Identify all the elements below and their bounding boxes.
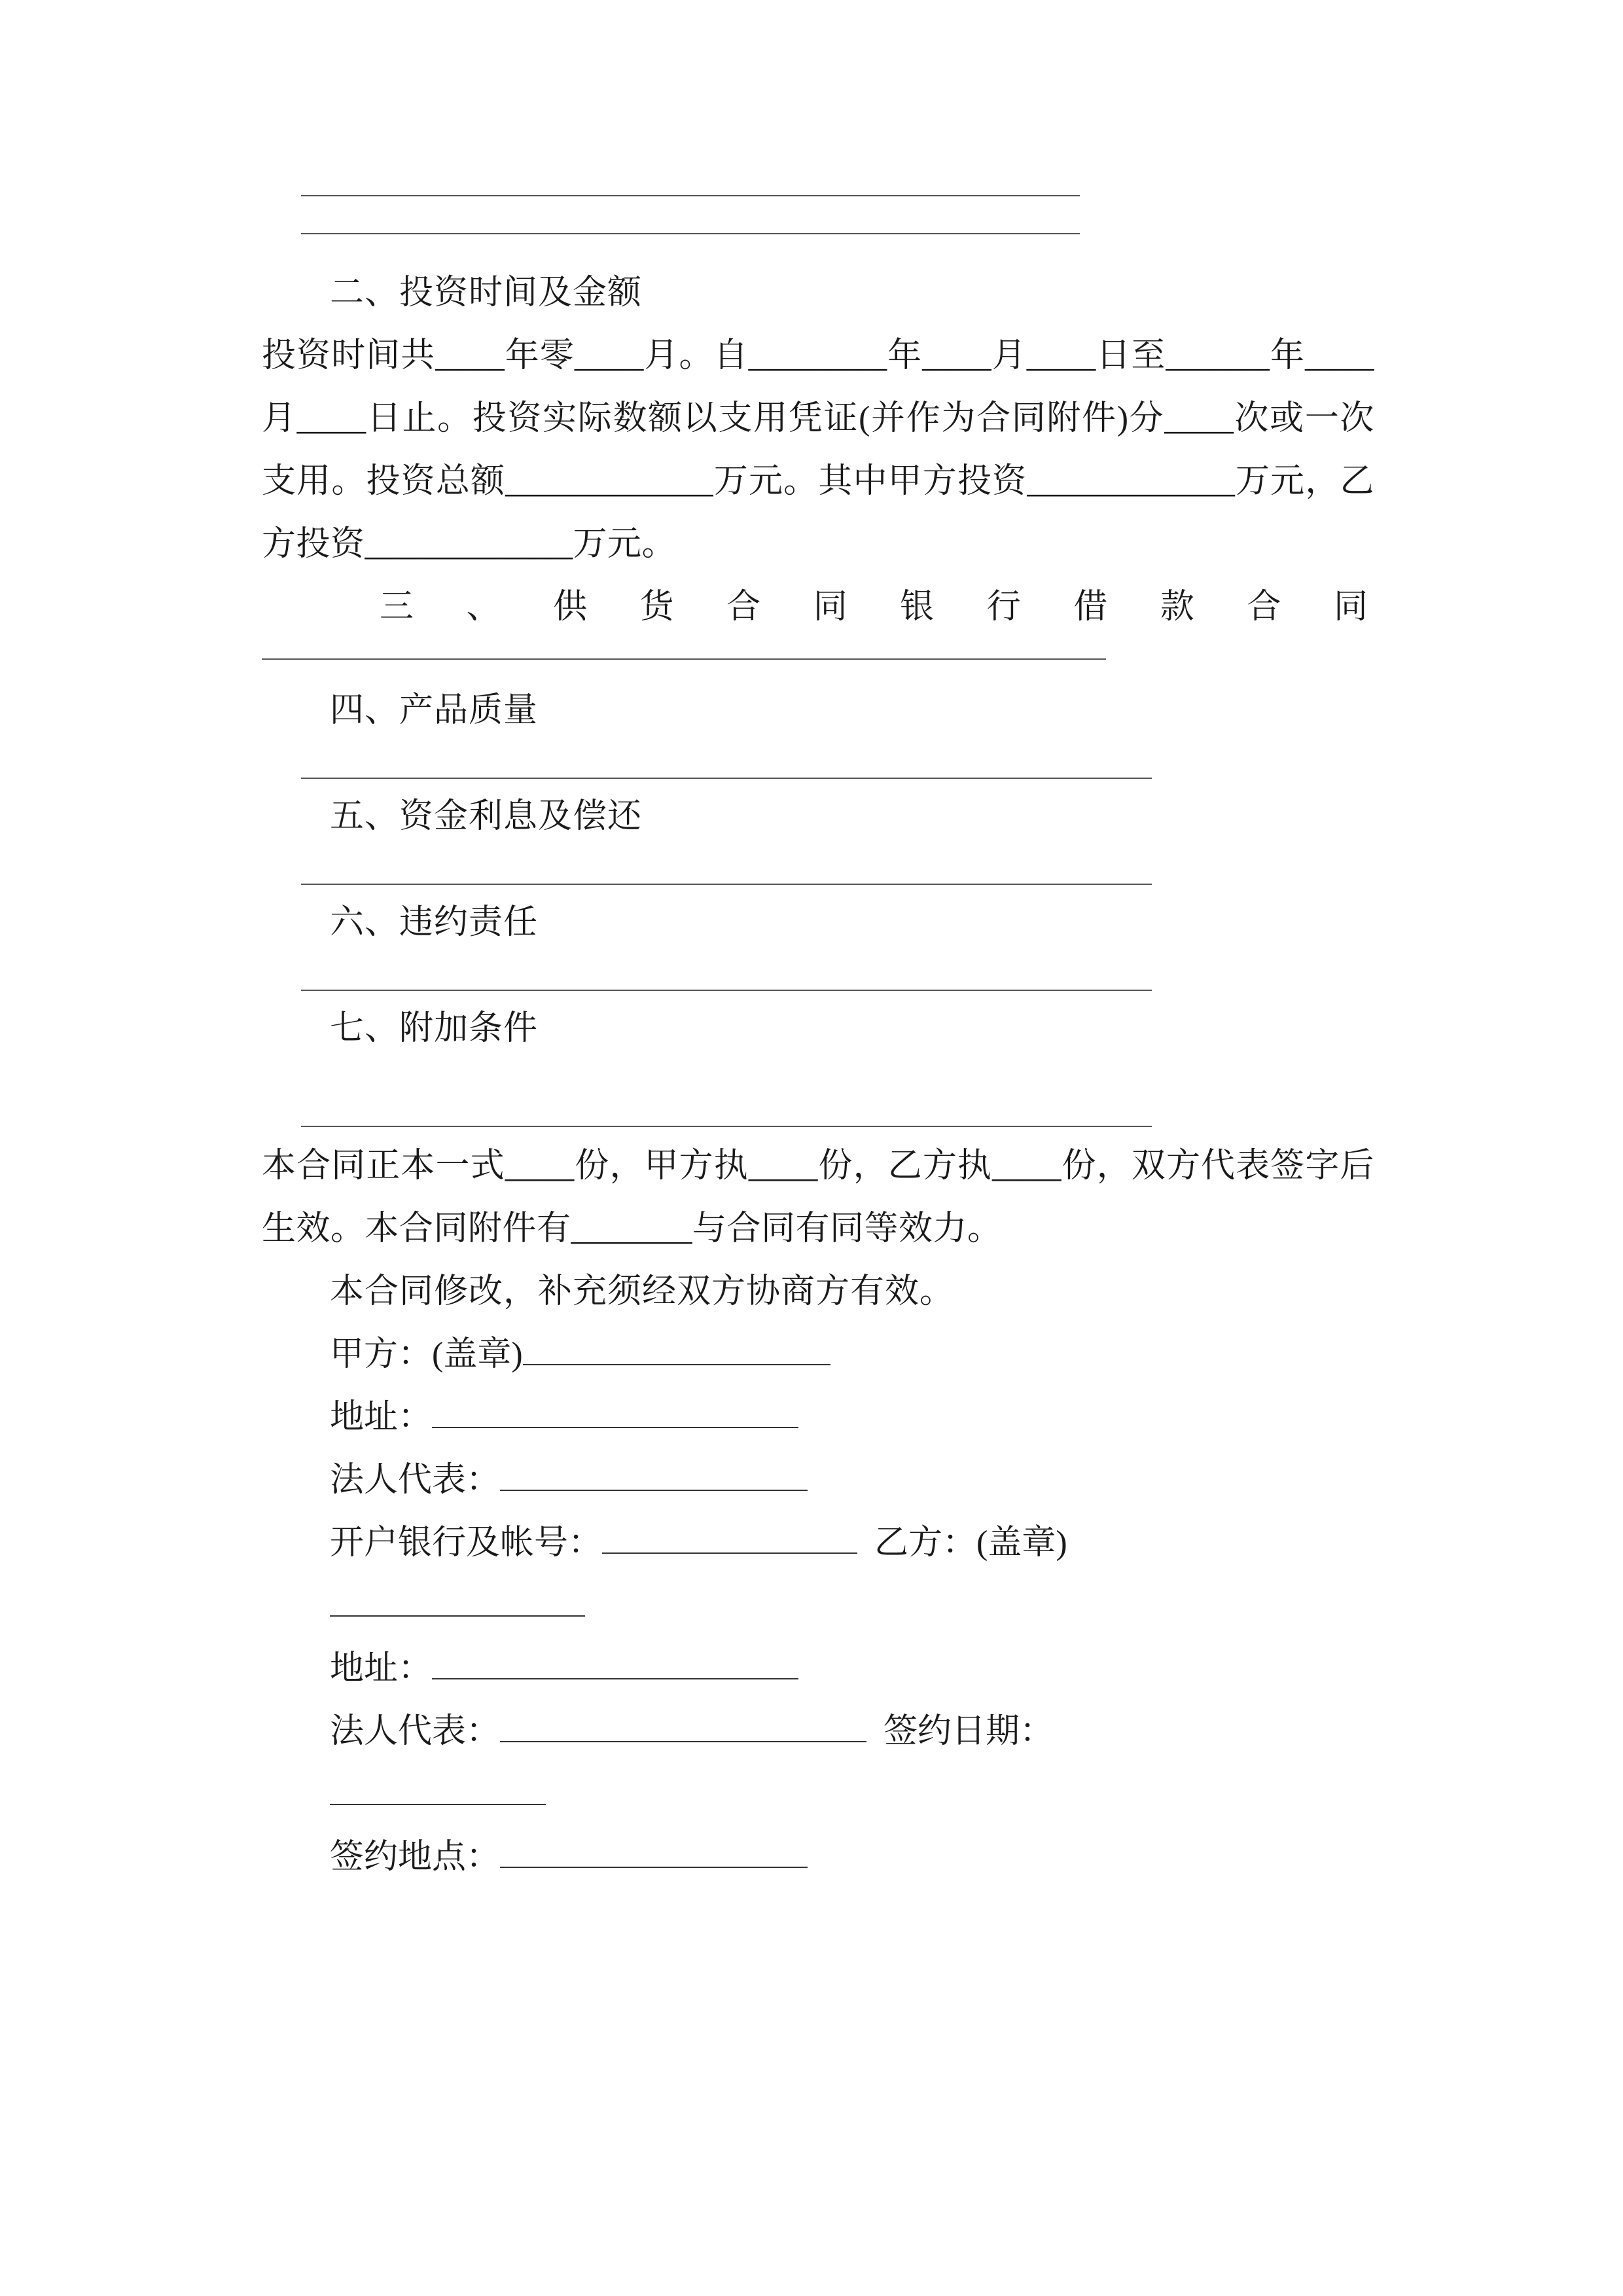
section-heading-seven: 七、附加条件 [330, 1010, 539, 1047]
section-five-blank-rule [301, 884, 1152, 885]
section-heading-two: 二、投资时间及金额 [330, 274, 643, 312]
party-b-address-label: 地址： [330, 1650, 433, 1687]
closing-amend-paragraph: 本合同修改，补充须经双方协商方有效。 [330, 1273, 955, 1310]
section-six-blank-rule [301, 990, 1152, 991]
sign-date-label: 签约日期： [883, 1713, 1054, 1750]
blank-rule-top-1 [301, 195, 1080, 196]
party-a-legal-rep-block [262, 1449, 1374, 1512]
blank-rule-top-2 [301, 233, 1080, 234]
closing-copies-paragraph: 本合同正本一式____份，甲方执____份，乙方执____份，双方代表签字后生效。本合同附件有_______与合同有同等效力。 [262, 1147, 1374, 1247]
party-a-address-label: 地址： [330, 1399, 433, 1436]
section-seven-blank-rule [301, 1126, 1152, 1127]
party-b-legal-rep-block [262, 1700, 1374, 1763]
document-body [262, 170, 1374, 1889]
sign-place-block [262, 1826, 1374, 1889]
section-four-blank-rule [301, 778, 1152, 779]
party-b-seal-rule-row [262, 1575, 1374, 1638]
section-three-blank-rule [262, 658, 1106, 660]
party-b-address-block [262, 1638, 1374, 1700]
spacer [262, 1060, 1374, 1084]
party-b-label: 乙方：(盖章) [874, 1524, 1067, 1562]
party-a-block [262, 1323, 1374, 1386]
party-a-label: 甲方：(盖章) [330, 1336, 523, 1373]
section-two-paragraph: 投资时间共____年零____月。自________年____月____日至______年____月____日止。投资实际数额以支用凭证(并作为合同附件)分____次或一次支用。投资总额____________万元。其中甲方投资____________万元，乙方投资____________万元。 [262, 337, 1374, 563]
sign-place-label: 签约地点： [330, 1839, 501, 1876]
party-a-bank-block [262, 1512, 1374, 1575]
party-b-legal-rep-label: 法人代表： [330, 1713, 501, 1750]
sign-date-rule-row [262, 1763, 1374, 1826]
section-heading-five: 五、资金利息及偿还 [330, 798, 643, 835]
party-a-bank-label: 开户银行及帐号： [330, 1524, 603, 1562]
section-heading-three: 三 、 供 货 合 同 银 行 借 款 合 同 [380, 588, 1368, 626]
section-heading-six: 六、违约责任 [330, 904, 539, 941]
party-a-address-block [262, 1386, 1374, 1449]
section-heading-four: 四、产品质量 [330, 692, 539, 729]
party-a-legal-rep-label: 法人代表： [330, 1462, 501, 1499]
